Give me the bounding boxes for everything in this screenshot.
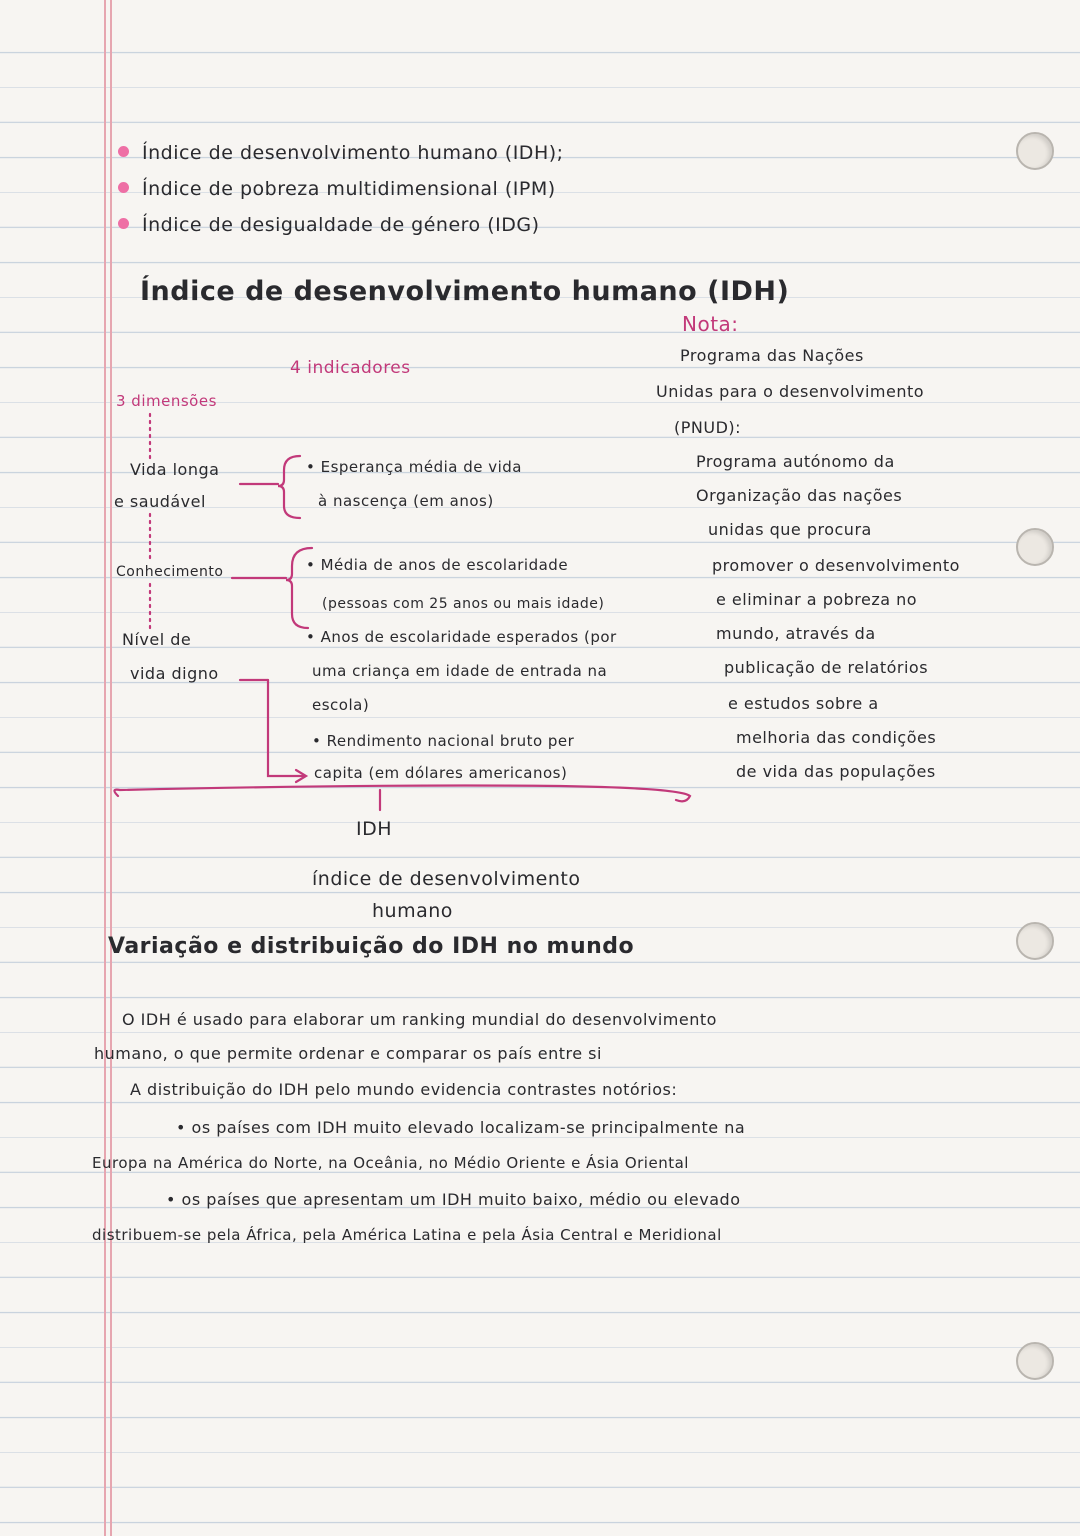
result-full: humano	[372, 900, 453, 922]
paragraph-line: distribuem-se pela África, pela América Latina e pela Ásia Central e Meridional	[92, 1226, 722, 1244]
note-line: unidas que procura	[708, 520, 872, 539]
indicator-text: • Média de anos de escolaridade	[306, 556, 569, 574]
bullet-item: Índice de desigualdade de género (IDG)	[142, 214, 540, 236]
indicator-text: à nascença (em anos)	[318, 492, 494, 510]
indicator-text: • Anos de escolaridade esperados (por	[306, 628, 617, 646]
note-line: e eliminar a pobreza no	[716, 590, 918, 609]
indicators-label: 4 indicadores	[290, 358, 411, 378]
note-line: Programa das Nações	[680, 346, 864, 365]
dimension-label: Vida longa	[130, 460, 220, 479]
dimensions-label: 3 dimensões	[116, 392, 217, 410]
note-line: publicação de relatórios	[724, 658, 929, 677]
dimension-label: Nível de	[122, 630, 192, 649]
result-full: índice de desenvolvimento	[312, 868, 581, 890]
indicator-text: • Rendimento nacional bruto per	[312, 732, 575, 750]
paragraph-line: O IDH é usado para elaborar um ranking mundial do desenvolvimento	[122, 1010, 717, 1029]
note-line: e estudos sobre a	[728, 694, 879, 713]
section-heading: Índice de desenvolvimento humano (IDH)	[140, 276, 790, 307]
note-line: de vida das populações	[736, 762, 936, 781]
paragraph-line: • os países que apresentam um IDH muito baixo, médio ou elevado	[166, 1190, 741, 1209]
dimension-label: vida digno	[130, 664, 219, 683]
note-line: (PNUD):	[674, 418, 742, 437]
note-line: mundo, através da	[716, 624, 876, 643]
paragraph-line: A distribuição do IDH pelo mundo evidencia contrastes notórios:	[130, 1080, 678, 1099]
dimension-label: Conhecimento	[116, 564, 224, 580]
note-title: Nota:	[682, 312, 739, 336]
paragraph-line: humano, o que permite ordenar e comparar os país entre si	[94, 1044, 602, 1063]
note-line: Unidas para o desenvolvimento	[656, 382, 925, 401]
note-line: melhoria das condições	[736, 728, 937, 747]
brace	[286, 548, 312, 628]
paragraph-line: Europa na América do Norte, na Oceânia, no Médio Oriente e Ásia Oriental	[92, 1154, 689, 1172]
note-line: Programa autónomo da	[696, 452, 895, 471]
section-heading: Variação e distribuição do IDH no mundo	[108, 934, 635, 959]
bracket	[268, 680, 304, 776]
bullet-item: Índice de pobreza multidimensional (IPM)	[142, 178, 556, 200]
indicator-text: escola)	[312, 696, 370, 714]
bullet-item: Índice de desenvolvimento humano (IDH);	[142, 142, 564, 164]
indicator-text: (pessoas com 25 anos ou mais idade)	[322, 596, 605, 612]
dimension-label: e saudável	[114, 492, 206, 511]
result-label: IDH	[356, 818, 393, 840]
paragraph-line: • os países com IDH muito elevado localizam-se principalmente na	[176, 1118, 746, 1137]
combining-curve	[114, 786, 690, 802]
note-line: promover o desenvolvimento	[712, 556, 960, 575]
indicator-text: capita (em dólares americanos)	[314, 764, 568, 782]
brace	[278, 456, 300, 518]
indicator-text: uma criança em idade de entrada na	[312, 662, 608, 680]
note-line: Organização das nações	[696, 486, 903, 505]
indicator-text: • Esperança média de vida	[306, 458, 522, 476]
